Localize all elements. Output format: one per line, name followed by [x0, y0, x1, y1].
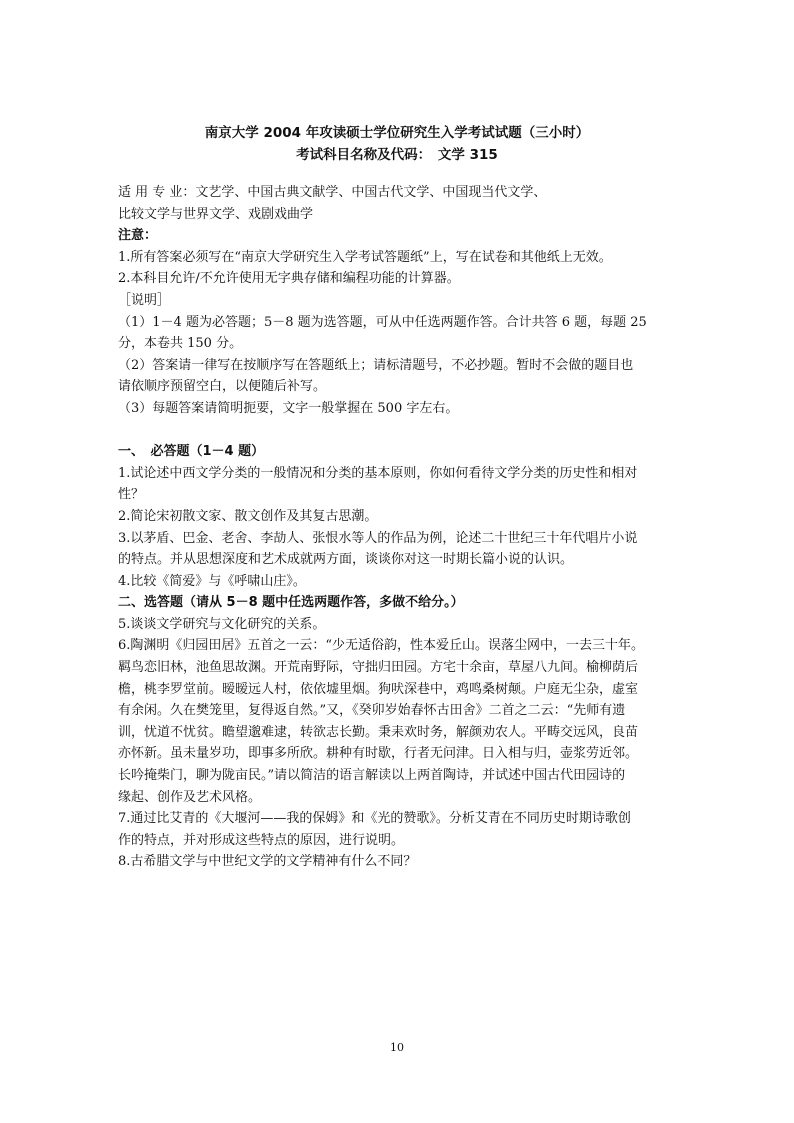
question-1-cont: 性？ — [118, 487, 145, 503]
section-heading-required: 一、 必答题（1－4 题） — [118, 444, 265, 460]
exam-title: 南京大学 2004 年攻读硕士学位研究生入学考试试题（三小时） — [204, 125, 590, 141]
question-6-line: 6.陶渊明《归园田居》五首之一云：“少无适俗韵，性本爱丘山。误落尘网中，一去三十年。 — [118, 638, 645, 654]
notice-label: 注意： — [118, 228, 158, 244]
question-4: 4.比较《简爱》与《呼啸山庄》。 — [118, 573, 306, 589]
major-line: 比较文学与世界文学、戏剧戏曲学 — [118, 206, 314, 222]
question-1: 1.试论述中西文学分类的一般情况和分类的基本原则，你如何看待文学分类的历史性和相对 — [118, 465, 638, 481]
question-6-line: 长吟掩柴门，聊为陇亩民。”请以简洁的语言解读以上两首陶诗，并试述中国古代田园诗的 — [118, 768, 626, 784]
explain-item: （3）每题答案请简明扼要，文字一般掌握在 500 字左右。 — [118, 400, 459, 416]
notice-item: 2.本科目允许/不允许使用无字典存储和编程功能的计算器。 — [118, 271, 460, 287]
question-7-cont: 作的特点，并对形成这些特点的原因，进行说明。 — [118, 832, 405, 848]
question-6-line: 缘起、创作及艺术风格。 — [118, 789, 262, 805]
question-5: 5.谈谈文学研究与文化研究的关系。 — [118, 616, 326, 632]
major-line: 适 用 专 业：文艺学、中国古典文献学、中国古代文学、中国现当代文学、 — [118, 185, 547, 200]
explain-item: 请依顺序预留空白，以便随后补写。 — [118, 379, 327, 395]
question-6-line: 羁鸟恋旧林，池鱼思故渊。开荒南野际，守拙归田园。方宅十余亩，草屋八九间。榆柳荫后 — [118, 660, 639, 676]
question-3: 3.以茅盾、巴金、老舍、李劼人、张恨水等人的作品为例，论述二十世纪三十年代唱片小说 — [118, 530, 638, 546]
question-2: 2.简论宋初散文家、散文创作及其复古思潮。 — [118, 508, 378, 524]
section-heading-optional: 二、选答题（请从 5－8 题中任选两题作答，多做不给分。） — [118, 595, 464, 611]
explain-item: （2）答案请一律写在按顺序写在答题纸上；请标清题号，不必抄题。暂时不会做的题目也 — [118, 357, 634, 373]
explain-item: （1）1－4 题为必答题；5－8 题为选答题，可从中任选两题作答。合计共答 6 题，每题 25 — [118, 314, 647, 330]
explain-label: ［说明］ — [118, 292, 171, 308]
spacer — [118, 420, 684, 442]
exam-subject: 考试科目名称及代码： 文学 315 — [296, 147, 498, 163]
notice-item: 1.所有答案必须写在“南京大学研究生入学考试答题纸”上，写在试卷和其他纸上无效。 — [118, 249, 612, 265]
question-7: 7.通过比艾青的《大堰河——我的保姆》和《光的赞歌》。分析艾青在不同历史时期诗歌创 — [118, 811, 631, 827]
explain-item: 分，本卷共 150 分。 — [118, 336, 243, 352]
question-8: 8.古希腊文学与中世纪文学的文学精神有什么不同？ — [118, 854, 417, 870]
question-6-line: 有余闲。久在樊笼里，复得返自然。”又，《癸卯岁始春怀古田舍》二首之二云：“先师有遗 — [118, 703, 626, 719]
question-3-cont: 的特点。并从思想深度和艺术成就两方面，谈谈你对这一时期长篇小说的认识。 — [118, 552, 574, 568]
page-number: 10 — [390, 1041, 404, 1054]
question-6-line: 檐，桃李罗堂前。暧暧远人村，依依墟里烟。狗吠深巷中，鸡鸣桑树颠。户庭无尘杂，虚室 — [118, 681, 639, 697]
question-6-line: 训，忧道不忧贫。瞻望邈难逮，转欲志长勤。秉耒欢时务，解颜劝农人。平畴交远风，良苗 — [118, 724, 639, 740]
question-6-line: 亦怀新。虽未量岁功，即事多所欣。耕种有时歇，行者无问津。日入相与归，壶浆劳近邻。 — [118, 746, 639, 762]
exam-content — [118, 182, 684, 873]
